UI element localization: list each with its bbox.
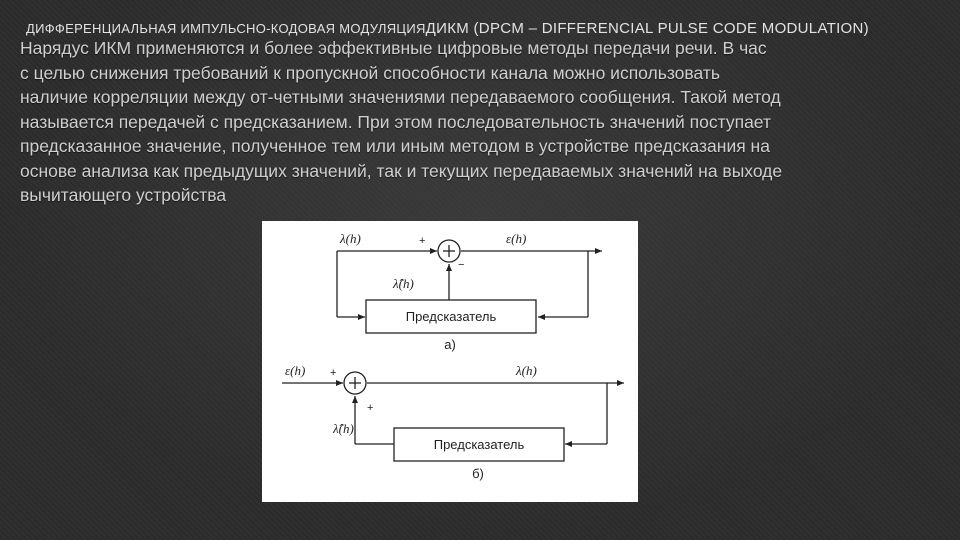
a-output-label: ε(h) [506, 231, 527, 246]
a-feedback-label: λ̂(h) [393, 276, 414, 291]
paragraph-line: с целью снижения требований к пропускной способности канала можно использовать [20, 62, 720, 83]
paragraph-line: основе анализа как предыдущих значений, так и текущих передаваемых значений на выходе [20, 160, 783, 181]
b-feedback-label: λ̂(h) [333, 421, 354, 436]
slide-title [26, 20, 946, 37]
b-plus-sign-bottom: + [367, 402, 374, 414]
slide-title-main: ДИКМ (DPCM – DIFFERENCIAL PULSE CODE MODULATION) [425, 20, 869, 37]
paragraph-line: предсказанное значение, полученное тем или иным методом в устройстве предсказания на [20, 136, 770, 156]
b-predictor-label: Предсказатель [433, 437, 525, 452]
a-caption: а) [444, 337, 456, 352]
paragraph-line: называется передачей с предсказанием. При этом последовательность значений поступает [20, 111, 771, 132]
a-input-label: λ(h) [340, 231, 361, 246]
dpcm-block-diagram [262, 221, 638, 502]
paragraph-line: Нарядус ИКМ применяются и более эффективные цифровые методы передачи речи. В час [20, 38, 767, 58]
b-output-label: λ(h) [516, 363, 537, 378]
paragraph-line: вычитающего устройства [20, 185, 227, 205]
b-caption: б) [472, 466, 484, 481]
a-plus-sign: + [419, 235, 426, 247]
body-paragraph [20, 36, 956, 206]
paragraph-line: наличие корреляции между от-четными значениями передаваемого сообщения. Такой метод [20, 87, 781, 107]
a-minus-sign: − [458, 259, 465, 271]
b-input-label: ε(h) [285, 363, 306, 378]
b-plus-sign-top: + [330, 367, 337, 379]
slide-title-prefix: ДИФФЕРЕНЦИАЛЬНАЯ ИМПУЛЬСНО-КОДОВАЯ МОДУЛЯЦИЯ [26, 21, 426, 36]
a-predictor-label: Предсказатель [405, 309, 497, 324]
